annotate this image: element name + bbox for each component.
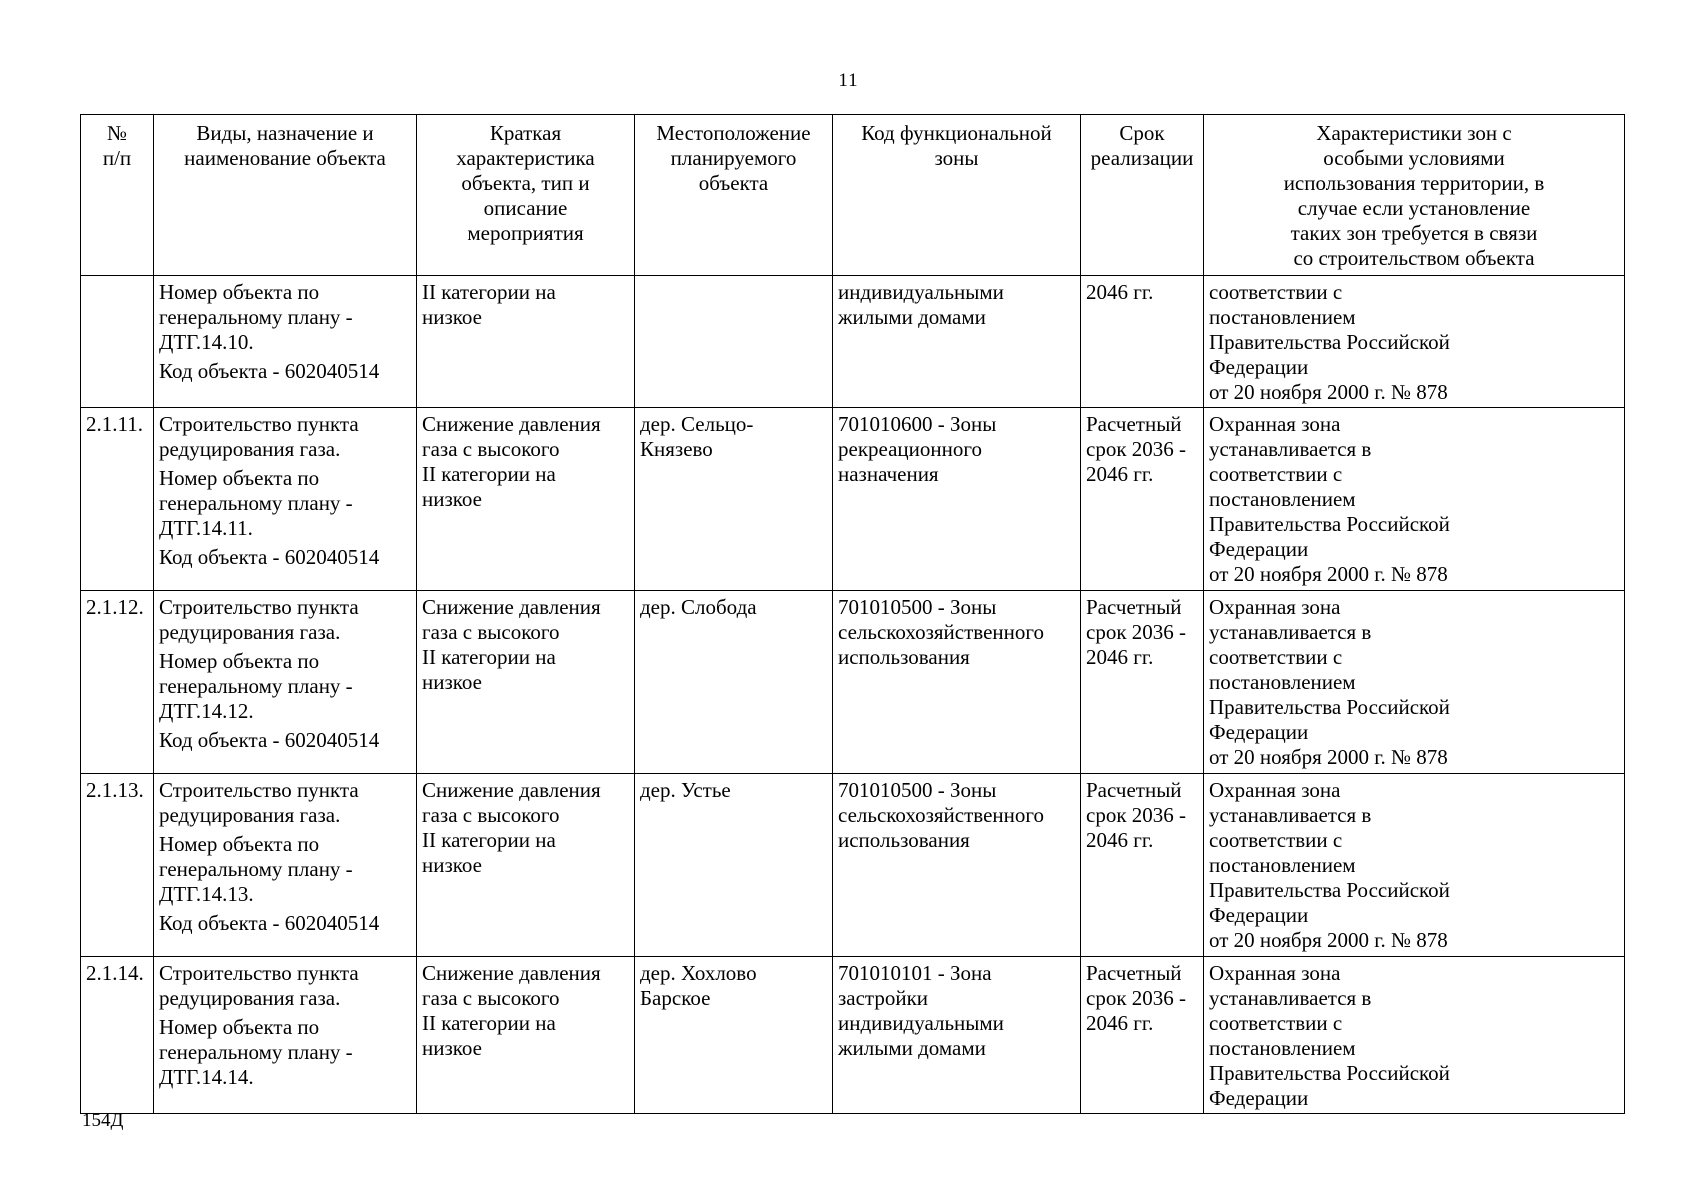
cell-text-line: Расчетный <box>1086 961 1182 985</box>
cell-text-line: от 20 ноября 2000 г. № 878 <box>1209 928 1448 952</box>
cell-text-line: Номер объекта по <box>159 280 320 304</box>
cell-text-line: дер. Сельцо- <box>640 412 754 436</box>
cell-text-line: низкое <box>422 853 482 877</box>
cell-text-line: Правительства Российской <box>1209 1061 1450 1085</box>
cell-text-line: устанавливается в <box>1209 620 1372 644</box>
cell-term <box>1081 774 1204 957</box>
cell-text-line: Федерации <box>1209 1086 1309 1110</box>
cell-text-line: Характеристики зон с <box>1316 121 1512 145</box>
cell-text-line: соответствии с <box>1209 645 1343 669</box>
cell-text-line: постановлением <box>1209 305 1356 329</box>
header-name <box>154 115 417 276</box>
cell-text-line: Правительства Российской <box>1209 878 1450 902</box>
cell-protection-zone <box>1204 957 1625 1114</box>
cell-text-line: срок 2036 - <box>1086 986 1187 1010</box>
cell-location <box>635 774 833 957</box>
cell-text-line: генеральному плану - <box>159 491 353 515</box>
cell-text-line: газа с высокого <box>422 803 560 827</box>
cell-text-line: Правительства Российской <box>1209 330 1450 354</box>
cell-location <box>635 408 833 591</box>
cell-text-line: редуцирования газа. <box>159 803 341 827</box>
cell-text-line: Код объекта - 602040514 <box>159 911 380 935</box>
cell-text-line: Номер объекта по <box>159 649 320 673</box>
cell-term <box>1081 591 1204 774</box>
cell-text-line: индивидуальными <box>838 280 1004 304</box>
objects-table <box>80 114 1625 1114</box>
cell-text-line: II категории на <box>422 1011 556 1035</box>
cell-text-line: ДТГ.14.10. <box>159 330 254 354</box>
cell-text-line: генеральному плану - <box>159 305 353 329</box>
cell-text-line: Расчетный <box>1086 778 1182 802</box>
cell-text-line: II категории на <box>422 462 556 486</box>
cell-text-line: 2046 гг. <box>1086 462 1154 486</box>
cell-text-line: ДТГ.14.13. <box>159 882 254 906</box>
cell-text-line: Снижение давления <box>422 595 601 619</box>
cell-characteristic <box>417 957 635 1114</box>
cell-text-line: низкое <box>422 487 482 511</box>
cell-num: 2.1.13. <box>81 774 154 957</box>
cell-text-line: использования территории, в <box>1283 171 1545 195</box>
cell-text-line: сельскохозяйственного <box>838 803 1044 827</box>
cell-text-line: постановлением <box>1209 1036 1356 1060</box>
cell-num: 2.1.14. <box>81 957 154 1114</box>
cell-text-line: Федерации <box>1209 355 1309 379</box>
cell-text-line: Местоположение <box>656 121 811 145</box>
cell-characteristic <box>417 276 635 408</box>
cell-text-line: индивидуальными <box>838 1011 1004 1035</box>
cell-text-line: наименование объекта <box>184 146 386 170</box>
cell-text-line: Снижение давления <box>422 961 601 985</box>
cell-text-line: газа с высокого <box>422 986 560 1010</box>
cell-text-line: 701010600 - Зоны <box>838 412 997 436</box>
cell-location <box>635 591 833 774</box>
cell-num <box>81 276 154 408</box>
cell-text-line: Строительство пункта <box>159 778 359 802</box>
cell-text-line: Расчетный <box>1086 412 1182 436</box>
header-characteristic <box>417 115 635 276</box>
cell-text-line: 2046 гг. <box>1086 280 1154 304</box>
table-row <box>81 774 1625 957</box>
cell-text-line: мероприятия <box>467 221 584 245</box>
cell-text-line: дер. Устье <box>640 778 731 802</box>
cell-text-line: случае если установление <box>1297 196 1531 220</box>
cell-num: 2.1.11. <box>81 408 154 591</box>
cell-text-line: срок 2036 - <box>1086 803 1187 827</box>
cell-text-line: Расчетный <box>1086 595 1182 619</box>
cell-text-line: Снижение давления <box>422 412 601 436</box>
cell-num: 2.1.12. <box>81 591 154 774</box>
table-row <box>81 591 1625 774</box>
header-protection-zones <box>1204 115 1625 276</box>
cell-name <box>154 276 417 408</box>
header-num <box>81 115 154 276</box>
cell-text-line: постановлением <box>1209 670 1356 694</box>
cell-text-line: Код объекта - 602040514 <box>159 545 380 569</box>
cell-text-line: Код объекта - 602040514 <box>159 359 380 383</box>
header-location <box>635 115 833 276</box>
cell-text-line: ДТГ.14.14. <box>159 1065 254 1089</box>
cell-name <box>154 591 417 774</box>
cell-text-line: соответствии с <box>1209 280 1343 304</box>
cell-protection-zone <box>1204 591 1625 774</box>
cell-characteristic <box>417 408 635 591</box>
cell-text-line: особыми условиями <box>1323 146 1505 170</box>
cell-text-line: Строительство пункта <box>159 412 359 436</box>
cell-text-line: Номер объекта по <box>159 466 320 490</box>
table-row-continuation <box>81 276 1625 408</box>
cell-text-line: генеральному плану - <box>159 857 353 881</box>
cell-text-line: п/п <box>102 146 132 170</box>
cell-location <box>635 276 833 408</box>
cell-text-line: планируемого <box>670 146 797 170</box>
cell-text-line: Номер объекта по <box>159 832 320 856</box>
document-code: 154Д <box>82 1110 124 1131</box>
cell-text-line: от 20 ноября 2000 г. № 878 <box>1209 380 1448 404</box>
cell-zone-code <box>833 276 1081 408</box>
table-row <box>81 957 1625 1114</box>
cell-text-line: устанавливается в <box>1209 986 1372 1010</box>
cell-text-line: 701010101 - Зона <box>838 961 992 985</box>
cell-text-line: Охранная зона <box>1209 778 1341 802</box>
cell-text-line: генеральному плану - <box>159 1040 353 1064</box>
cell-protection-zone <box>1204 276 1625 408</box>
cell-text-line: описание <box>483 196 568 220</box>
cell-text-line: 701010500 - Зоны <box>838 595 997 619</box>
cell-text-line: 701010500 - Зоны <box>838 778 997 802</box>
cell-text-line: низкое <box>422 305 482 329</box>
cell-text-line: II категории на <box>422 828 556 852</box>
cell-text-line: рекреационного <box>838 437 982 461</box>
cell-text-line: срок 2036 - <box>1086 437 1187 461</box>
cell-text-line: ДТГ.14.12. <box>159 699 254 723</box>
cell-characteristic <box>417 774 635 957</box>
cell-text-line: зоны <box>934 146 979 170</box>
cell-text-line: объекта <box>698 171 769 195</box>
cell-text-line: газа с высокого <box>422 437 560 461</box>
cell-text-line: срок 2036 - <box>1086 620 1187 644</box>
cell-text-line: Краткая <box>489 121 562 145</box>
cell-text-line: Правительства Российской <box>1209 512 1450 536</box>
cell-name <box>154 957 417 1114</box>
cell-text-line: устанавливается в <box>1209 437 1372 461</box>
cell-zone-code <box>833 591 1081 774</box>
cell-text-line: II категории на <box>422 280 556 304</box>
cell-text-line: таких зон требуется в связи <box>1290 221 1538 245</box>
cell-text-line: объекта, тип и <box>461 171 590 195</box>
cell-text-line: жилыми домами <box>838 305 986 329</box>
cell-text-line: устанавливается в <box>1209 803 1372 827</box>
cell-text-line: Строительство пункта <box>159 961 359 985</box>
cell-text-line: редуцирования газа. <box>159 986 341 1010</box>
cell-text-line: низкое <box>422 670 482 694</box>
cell-term <box>1081 957 1204 1114</box>
cell-text-line: Снижение давления <box>422 778 601 802</box>
table-header-row <box>81 115 1625 276</box>
cell-text-line: реализации <box>1090 146 1194 170</box>
cell-text-line: ДТГ.14.11. <box>159 516 253 540</box>
cell-text-line: низкое <box>422 1036 482 1060</box>
cell-name <box>154 408 417 591</box>
cell-location <box>635 957 833 1114</box>
cell-text-line: дер. Хохлово <box>640 961 757 985</box>
cell-text-line: жилыми домами <box>838 1036 986 1060</box>
cell-text-line: от 20 ноября 2000 г. № 878 <box>1209 745 1448 769</box>
header-zone-code <box>833 115 1081 276</box>
cell-text-line: дер. Слобода <box>640 595 757 619</box>
cell-text-line: от 20 ноября 2000 г. № 878 <box>1209 562 1448 586</box>
cell-text-line: 2046 гг. <box>1086 645 1154 669</box>
cell-text-line: Код функциональной <box>861 121 1052 145</box>
cell-text-line: постановлением <box>1209 853 1356 877</box>
table-row <box>81 408 1625 591</box>
cell-text-line: Федерации <box>1209 720 1309 744</box>
cell-text-line: назначения <box>838 462 939 486</box>
cell-term <box>1081 408 1204 591</box>
cell-text-line: Код объекта - 602040514 <box>159 728 380 752</box>
cell-text-line: Барское <box>640 986 711 1010</box>
cell-text-line: редуцирования газа. <box>159 620 341 644</box>
cell-text-line: II категории на <box>422 645 556 669</box>
cell-name <box>154 774 417 957</box>
cell-text-line: использования <box>838 645 970 669</box>
cell-text-line: Федерации <box>1209 537 1309 561</box>
cell-zone-code <box>833 408 1081 591</box>
header-term <box>1081 115 1204 276</box>
cell-text-line: № <box>106 121 128 145</box>
cell-text-line: Строительство пункта <box>159 595 359 619</box>
cell-text-line: соответствии с <box>1209 828 1343 852</box>
cell-text-line: со строительством объекта <box>1293 246 1535 270</box>
cell-text-line: характеристика <box>456 146 595 170</box>
cell-text-line: Срок <box>1119 121 1165 145</box>
cell-protection-zone <box>1204 408 1625 591</box>
cell-text-line: Охранная зона <box>1209 412 1341 436</box>
cell-zone-code <box>833 957 1081 1114</box>
cell-text-line: Охранная зона <box>1209 961 1341 985</box>
cell-text-line: Охранная зона <box>1209 595 1341 619</box>
cell-text-line: газа с высокого <box>422 620 560 644</box>
cell-text-line: редуцирования газа. <box>159 437 341 461</box>
page-number: 11 <box>838 70 859 91</box>
cell-text-line: сельскохозяйственного <box>838 620 1044 644</box>
cell-text-line: Федерации <box>1209 903 1309 927</box>
cell-characteristic <box>417 591 635 774</box>
cell-text-line: застройки <box>838 986 929 1010</box>
cell-text-line: Номер объекта по <box>159 1015 320 1039</box>
cell-text-line: 2046 гг. <box>1086 828 1154 852</box>
cell-text-line: генеральному плану - <box>159 674 353 698</box>
cell-text-line: использования <box>838 828 970 852</box>
cell-text-line: Виды, назначение и <box>196 121 374 145</box>
cell-text-line: Князево <box>640 437 713 461</box>
cell-text-line: 2046 гг. <box>1086 1011 1154 1035</box>
cell-text-line: постановлением <box>1209 487 1356 511</box>
cell-protection-zone <box>1204 774 1625 957</box>
cell-text-line: Правительства Российской <box>1209 695 1450 719</box>
cell-text-line: соответствии с <box>1209 462 1343 486</box>
cell-text-line: соответствии с <box>1209 1011 1343 1035</box>
cell-term <box>1081 276 1204 408</box>
cell-zone-code <box>833 774 1081 957</box>
